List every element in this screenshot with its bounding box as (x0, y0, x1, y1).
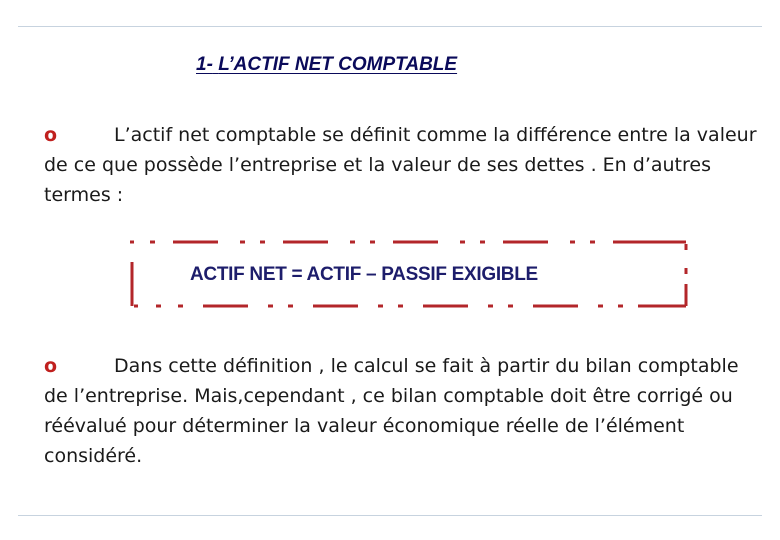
bottom-rule (18, 515, 762, 516)
heading-number: 1- (196, 54, 213, 75)
heading-title: L’ACTIF NET COMPTABLE (218, 54, 458, 75)
bullet-icon: o (44, 124, 58, 146)
section-heading (196, 54, 457, 76)
paragraph-definition (44, 120, 764, 210)
paragraph-text: Dans cette définition , le calcul se fait à partir du bilan comptable de l’entreprise. Mais,cependant , ce bilan comptable doit être corrigé ou réévalué pour déterminer la valeur économique réelle de l’élément considéré. (44, 355, 739, 467)
paragraph-text: L’actif net comptable se définit comme la différence entre la valeur de ce que possède l’entreprise et la valeur de ses dettes . En d’autres termes : (44, 124, 757, 206)
bullet-icon: o (44, 355, 58, 377)
formula-text: ACTIF NET = ACTIF – PASSIF EXIGIBLE (190, 264, 538, 285)
top-rule (18, 26, 762, 27)
paragraph-calculation (44, 351, 764, 471)
